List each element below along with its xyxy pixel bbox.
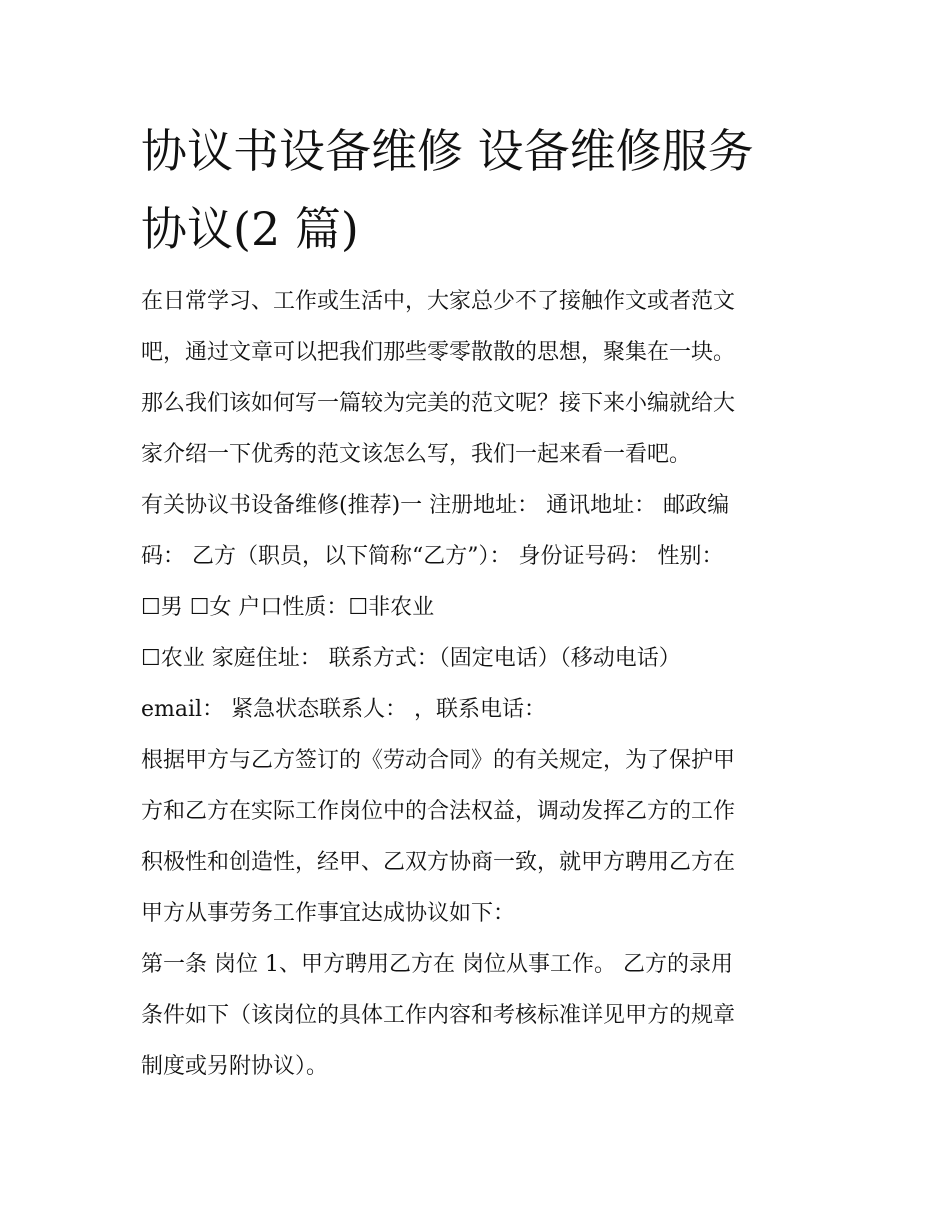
title-line-1: 协议书设备维修 设备维修服务 <box>141 124 754 178</box>
article-line: 条件如下（该岗位的具体工作内容和考核标准详见甲方的规章 <box>141 1003 736 1028</box>
title-line-2: 协议(2 篇) <box>141 202 359 256</box>
party-info-line: email： 紧急状态联系人： ，联系电话： <box>141 697 547 722</box>
agreement-line: 根据甲方与乙方签订的《劳动合同》的有关规定，为了保护甲 <box>141 748 736 773</box>
party-info-line: ☐男 ☐女 户口性质：☐非农业 <box>141 595 435 620</box>
intro-line: 吧，通过文章可以把我们那些零零散散的思想，聚集在一块。 <box>141 340 736 365</box>
article-line: 第一条 岗位 1、甲方聘用乙方在 岗位从事工作。 乙方的录用 <box>141 952 733 977</box>
party-info-line: ☐农业 家庭住址： 联系方式：（固定电话）（移动电话） <box>141 646 681 671</box>
intro-line: 家介绍一下优秀的范文该怎么写，我们一起来看一看吧。 <box>141 442 692 467</box>
article-line: 制度或另附协议）。 <box>141 1054 329 1079</box>
agreement-line: 方和乙方在实际工作岗位中的合法权益，调动发挥乙方的工作 <box>141 799 736 824</box>
party-info-paragraph <box>141 480 816 735</box>
party-info-line: 有关协议书设备维修(推荐)一 注册地址： 通讯地址： 邮政编 <box>141 493 730 518</box>
party-info-line: 码： 乙方（职员，以下简称“乙方”）： 身份证号码： 性别： <box>141 544 724 569</box>
agreement-line: 甲方从事劳务工作事宜达成协议如下： <box>141 901 516 926</box>
intro-line: 那么我们该如何写一篇较为完美的范文呢？接下来小编就给大 <box>141 391 736 416</box>
document-title <box>141 112 821 268</box>
agreement-line: 积极性和创造性，经甲、乙双方协商一致，就甲方聘用乙方在 <box>141 850 736 875</box>
agreement-paragraph <box>141 735 816 939</box>
article-one-paragraph <box>141 939 816 1092</box>
document-body <box>141 276 816 1092</box>
intro-line: 在日常学习、工作或生活中，大家总少不了接触作文或者范文 <box>141 289 736 314</box>
intro-paragraph <box>141 276 816 480</box>
